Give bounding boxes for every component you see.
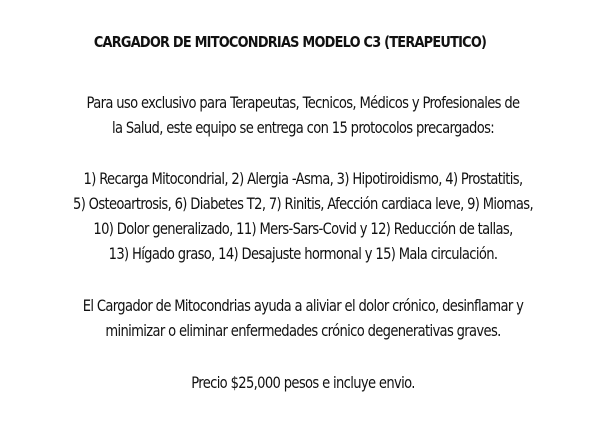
benefits-line: El Cargador de Mitocondrias ayuda a aliviar el dolor crónico, desinflamar y xyxy=(82,296,524,315)
protocols-line: 1) Recarga Mitocondrial, 2) Alergia -Asma, 3) Hipotiroidismo, 4) Prostatitis, xyxy=(83,169,523,188)
intro-line: la Salud, este equipo se entrega con 15 protocolos precargados: xyxy=(111,118,495,137)
benefits-paragraph xyxy=(0,293,606,343)
price-text: Precio $25,000 pesos e incluye envio. xyxy=(191,373,415,392)
product-title: CARGADOR DE MITOCONDRIAS MODELO C3 (TERAPEUTICO) xyxy=(93,33,487,51)
benefits-line: minimizar o eliminar enfermedades crónico degenerativas graves. xyxy=(105,321,501,340)
intro-line: Para uso exclusivo para Terapeutas, Tecnicos, Médicos y Profesionales de xyxy=(86,93,520,112)
price-paragraph xyxy=(0,370,606,395)
protocols-line: 10) Dolor generalizado, 11) Mers-Sars-Covid y 12) Reducción de tallas, xyxy=(93,219,513,238)
protocols-line: 5) Osteoartrosis, 6) Diabetes T2, 7) Rinitis, Afección cardiaca leve, 9) Miomas, xyxy=(73,194,533,213)
protocols-line: 13) Hígado graso, 14) Desajuste hormonal y 15) Mala circulación. xyxy=(108,244,498,263)
protocols-list xyxy=(0,166,606,266)
intro-paragraph xyxy=(0,90,606,140)
